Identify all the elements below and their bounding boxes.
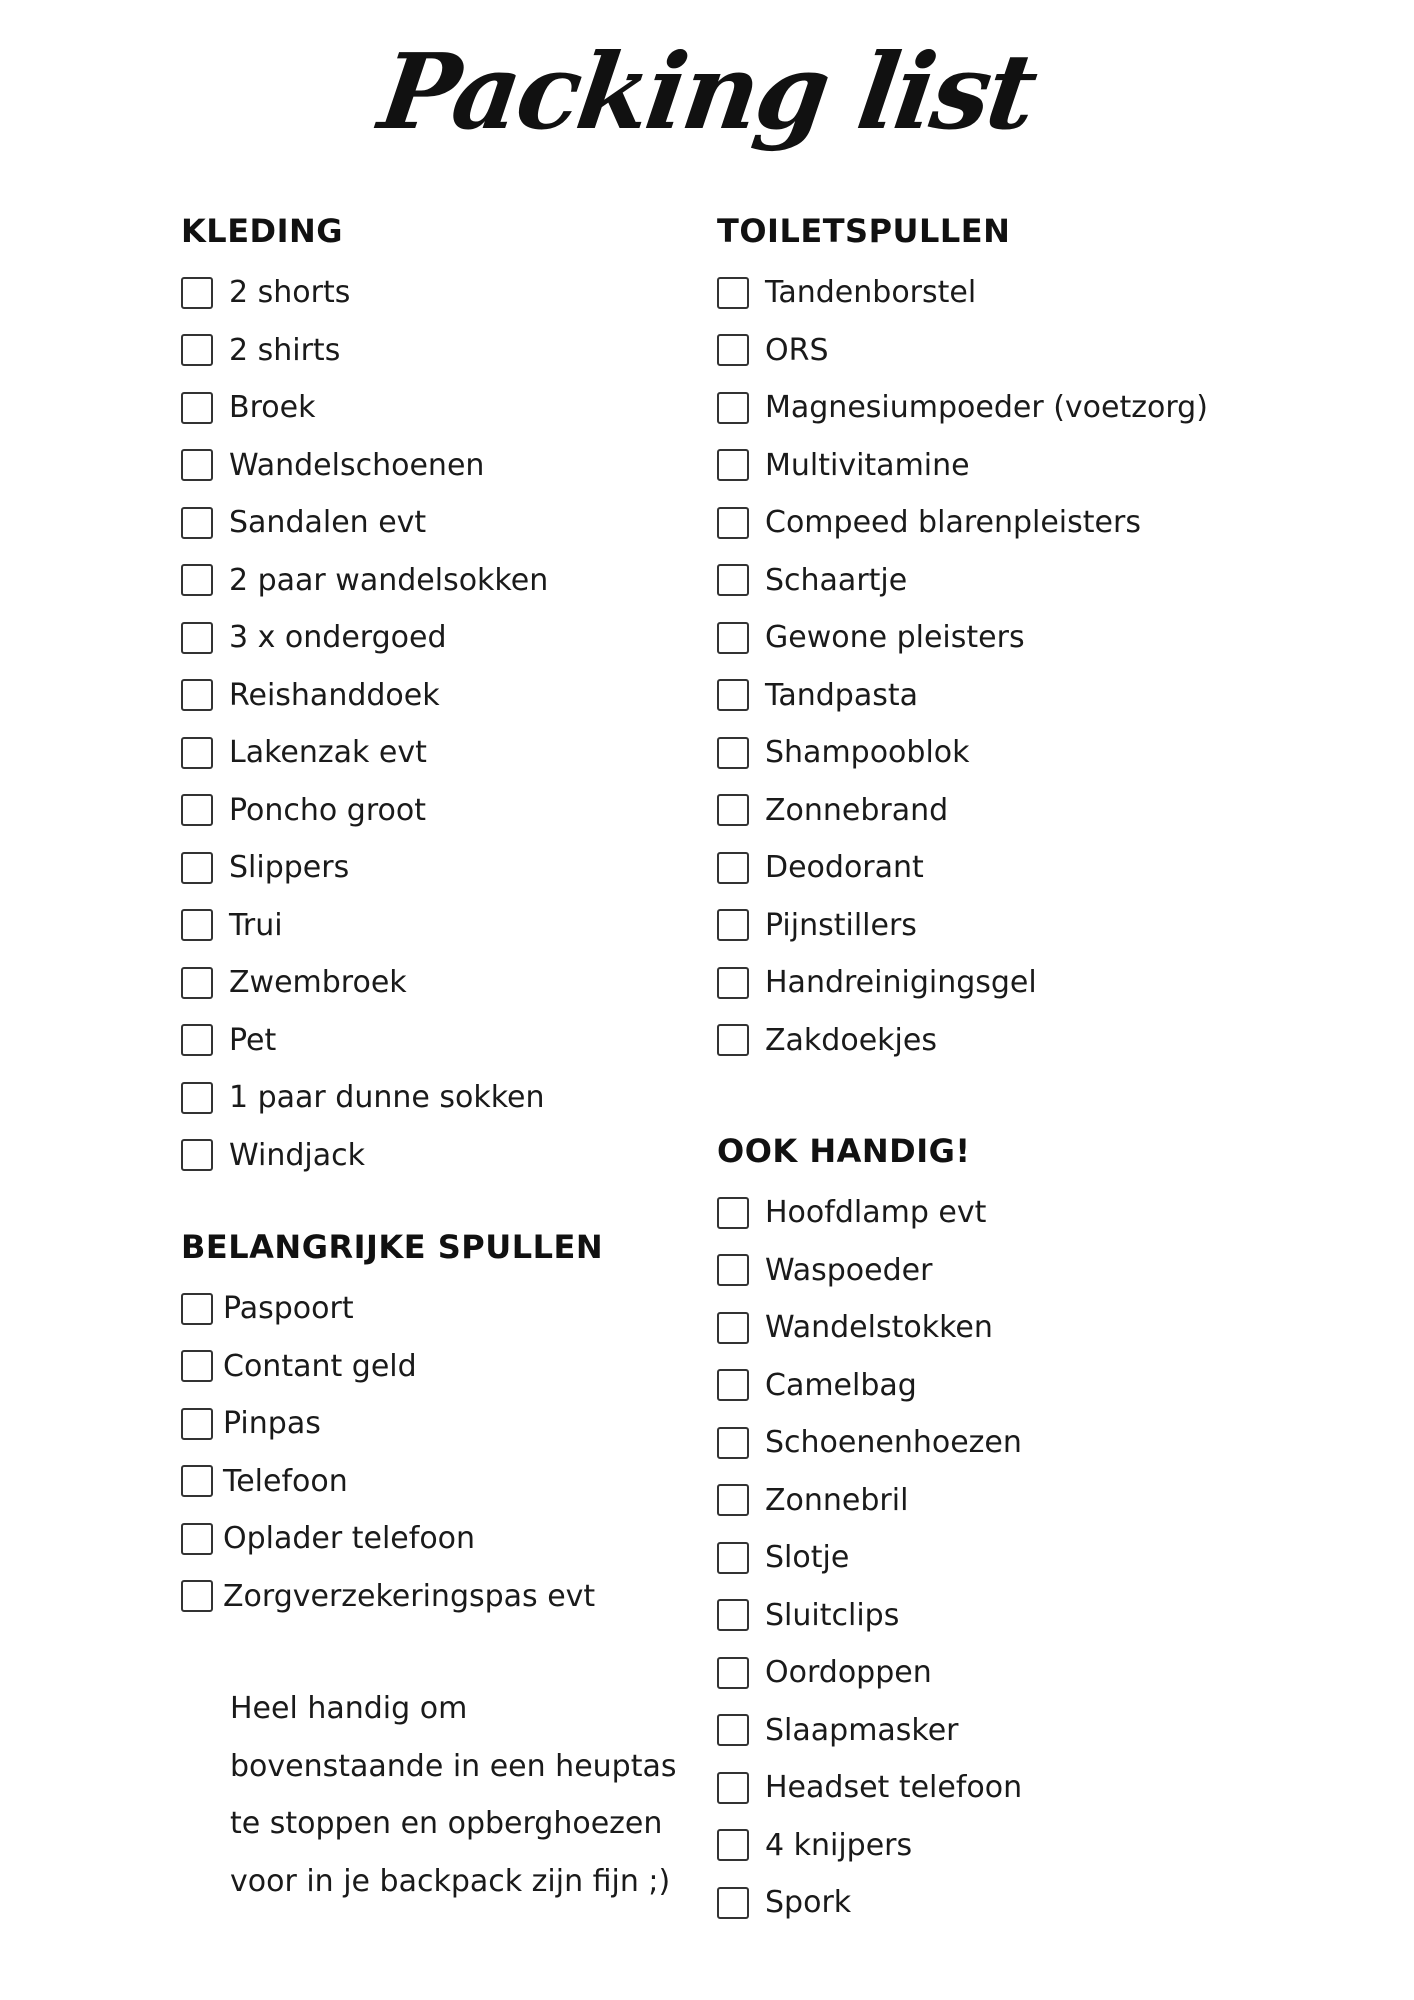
checkbox[interactable] [717, 1887, 749, 1919]
checklist-item-label: 2 shirts [229, 332, 341, 368]
checklist-item [717, 1414, 1022, 1472]
checklist-item [717, 1817, 1022, 1875]
checklist-item-label: Telefoon [223, 1463, 348, 1499]
checkbox[interactable] [181, 1465, 213, 1497]
checklist-item-label: Wandelstokken [765, 1310, 993, 1346]
checklist-item-label: Zwembroek [229, 965, 407, 1001]
checklist-item-label: Magnesiumpoeder (voetzorg) [765, 390, 1208, 426]
checklist-item [717, 954, 1208, 1012]
section-heading-belangrijke-spullen: BELANGRIJKE SPULLEN [181, 1228, 604, 1266]
checklist-item [181, 322, 548, 380]
checkbox[interactable] [181, 392, 213, 424]
checklist-item [717, 1874, 1022, 1932]
checkbox[interactable] [717, 1829, 749, 1861]
checklist-item [181, 437, 548, 495]
section-toiletspullen [717, 208, 1208, 1069]
tip-note-line: bovenstaande in een heuptas [230, 1748, 677, 1784]
checkbox[interactable] [181, 1350, 213, 1382]
checklist-item-label: Zorgverzekeringspas evt [223, 1578, 596, 1614]
checklist-item-label: Sandalen evt [229, 505, 427, 541]
checkbox[interactable] [181, 564, 213, 596]
checkbox[interactable] [181, 1082, 213, 1114]
checklist-item-label: Camelbag [765, 1367, 917, 1403]
checklist-item [181, 1280, 603, 1338]
checklist-item-label: Pet [229, 1022, 277, 1058]
checkbox[interactable] [717, 1599, 749, 1631]
checkbox[interactable] [717, 1714, 749, 1746]
section-belangrijke-spullen [181, 1224, 603, 1625]
checklist-item [181, 1395, 603, 1453]
checklist-item-label: Hoofdlamp evt [765, 1195, 987, 1231]
checklist-item [717, 1702, 1022, 1760]
checkbox[interactable] [717, 1369, 749, 1401]
tip-note-line: voor in je backpack zijn fijn ;) [230, 1863, 671, 1899]
checklist-item-label: Spork [765, 1885, 852, 1921]
checklist-item-label: Windjack [229, 1137, 365, 1173]
checkbox[interactable] [717, 909, 749, 941]
checklist-item-label: Reishanddoek [229, 677, 440, 713]
checklist-item [181, 379, 548, 437]
checklist-ook-handig [717, 1184, 1022, 1932]
checklist-item-label: Shampooblok [765, 735, 970, 771]
tip-note-line: Heel handig om [230, 1691, 468, 1726]
checklist-item [717, 552, 1208, 610]
checkbox[interactable] [717, 1484, 749, 1516]
checklist-item-label: 2 paar wandelsokken [229, 562, 549, 598]
checklist-item [717, 1472, 1022, 1530]
checklist-item-label: 3 x ondergoed [229, 620, 447, 656]
checkbox[interactable] [181, 852, 213, 884]
checkbox[interactable] [181, 909, 213, 941]
checkbox[interactable] [717, 1542, 749, 1574]
checklist-item-label: Sluitclips [765, 1597, 900, 1633]
checklist-item [717, 897, 1208, 955]
tip-note-line: te stoppen en opberghoezen [230, 1806, 663, 1841]
checkbox[interactable] [717, 794, 749, 826]
checkbox[interactable] [717, 277, 749, 309]
checklist-item [181, 1453, 603, 1511]
checklist-item [181, 264, 548, 322]
checklist-item-label: Broek [229, 390, 316, 426]
checkbox[interactable] [181, 1293, 213, 1325]
checklist-item-label: Waspoeder [765, 1252, 933, 1288]
checklist-item-label: Deodorant [765, 850, 924, 886]
section-heading-kleding: KLEDING [181, 212, 344, 250]
checkbox[interactable] [717, 449, 749, 481]
checklist-item [717, 1644, 1022, 1702]
checklist-item-label: Slotje [765, 1540, 850, 1576]
checklist-belangrijke-spullen [181, 1280, 603, 1625]
checklist-item [717, 379, 1208, 437]
checklist-item [717, 1012, 1208, 1070]
checkbox[interactable] [181, 794, 213, 826]
checkbox[interactable] [717, 564, 749, 596]
checklist-item [717, 1299, 1022, 1357]
checklist-item [717, 322, 1208, 380]
checkbox[interactable] [181, 449, 213, 481]
section-heading-ook-handig: OOK HANDIG! [717, 1132, 971, 1170]
checklist-item [181, 609, 548, 667]
checklist-item-label: Tandenborstel [765, 275, 977, 311]
checkbox[interactable] [181, 1580, 213, 1612]
checklist-item [717, 1587, 1022, 1645]
checklist-item-label: Slaapmasker [765, 1712, 959, 1748]
checklist-item [717, 839, 1208, 897]
section-kleding [181, 208, 548, 1184]
checkbox[interactable] [181, 737, 213, 769]
checklist-item [717, 1357, 1022, 1415]
tip-note [230, 1680, 690, 1910]
checkbox[interactable] [717, 392, 749, 424]
checkbox[interactable] [181, 679, 213, 711]
checklist-item [181, 667, 548, 725]
checkbox[interactable] [181, 334, 213, 366]
checkbox[interactable] [717, 737, 749, 769]
checklist-item-label: Slippers [229, 850, 350, 886]
checkbox[interactable] [717, 1657, 749, 1689]
page-title: Packing list [372, 30, 1042, 153]
checklist-item-label: Zakdoekjes [765, 1022, 937, 1058]
checklist-item [717, 1759, 1022, 1817]
checklist-item-label: 4 knijpers [765, 1827, 913, 1863]
checkbox[interactable] [181, 1408, 213, 1440]
checklist-item [181, 494, 548, 552]
checklist-item [717, 1242, 1022, 1300]
checkbox[interactable] [717, 1772, 749, 1804]
checklist-item-label: Lakenzak evt [229, 735, 427, 771]
checklist-item-label: Gewone pleisters [765, 620, 1025, 656]
checkbox[interactable] [181, 1024, 213, 1056]
checkbox[interactable] [717, 1197, 749, 1229]
checklist-item [181, 954, 548, 1012]
checklist-item-label: Poncho groot [229, 792, 426, 828]
checklist-item-label: Compeed blarenpleisters [765, 505, 1141, 541]
checklist-item [181, 724, 548, 782]
checklist-item [717, 437, 1208, 495]
checkbox[interactable] [717, 679, 749, 711]
checklist-item [717, 1184, 1022, 1242]
section-ook-handig [717, 1128, 1022, 1932]
checklist-item [181, 782, 548, 840]
checklist-item-label: Tandpasta [765, 677, 919, 713]
checkbox[interactable] [717, 1254, 749, 1286]
checklist-item-label: Schoenenhoezen [765, 1425, 1022, 1461]
checklist-item [181, 552, 548, 610]
checklist-item [717, 264, 1208, 322]
checklist-item-label: Handreinigingsgel [765, 965, 1037, 1001]
checklist-item [717, 609, 1208, 667]
checklist-item [717, 782, 1208, 840]
checklist-item [717, 724, 1208, 782]
checklist-item-label: Pijnstillers [765, 907, 917, 943]
checklist-item [717, 667, 1208, 725]
checkbox[interactable] [717, 622, 749, 654]
checklist-item-label: Headset telefoon [765, 1770, 1023, 1806]
checkbox[interactable] [181, 622, 213, 654]
checklist-toiletspullen [717, 264, 1208, 1069]
checklist-item [181, 839, 548, 897]
checkbox[interactable] [717, 507, 749, 539]
checkbox[interactable] [717, 1312, 749, 1344]
checkbox[interactable] [181, 1523, 213, 1555]
checklist-item [181, 1069, 548, 1127]
checklist-item [181, 897, 548, 955]
checklist-item [717, 1529, 1022, 1587]
checklist-item-label: Zonnebril [765, 1482, 909, 1518]
checkbox[interactable] [181, 507, 213, 539]
checkbox[interactable] [717, 1427, 749, 1459]
checklist-item-label: Trui [229, 907, 283, 943]
checklist-item-label: Oordoppen [765, 1655, 932, 1691]
checklist-item [181, 1338, 603, 1396]
checkbox[interactable] [181, 277, 213, 309]
checkbox[interactable] [717, 967, 749, 999]
checklist-item-label: 2 shorts [229, 275, 351, 311]
checklist-item [181, 1568, 603, 1626]
checkbox[interactable] [717, 334, 749, 366]
checkbox[interactable] [717, 1024, 749, 1056]
checklist-item-label: Paspoort [223, 1291, 354, 1327]
checkbox[interactable] [181, 1139, 213, 1171]
checklist-item [181, 1012, 548, 1070]
checklist-item-label: Schaartje [765, 562, 908, 598]
checklist-kleding [181, 264, 548, 1184]
checklist-item-label: 1 paar dunne sokken [229, 1080, 545, 1116]
checklist-item [181, 1510, 603, 1568]
checklist-item-label: Contant geld [223, 1348, 417, 1384]
checkbox[interactable] [181, 967, 213, 999]
checklist-item-label: ORS [765, 332, 829, 368]
checklist-item-label: Multivitamine [765, 447, 970, 483]
checklist-item [181, 1127, 548, 1185]
checklist-item-label: Oplader telefoon [223, 1521, 476, 1557]
section-heading-toiletspullen: TOILETSPULLEN [717, 212, 1011, 250]
checklist-item-label: Wandelschoenen [229, 447, 485, 483]
checklist-item [717, 494, 1208, 552]
checklist-item-label: Pinpas [223, 1406, 321, 1442]
checklist-item-label: Zonnebrand [765, 792, 949, 828]
checkbox[interactable] [717, 852, 749, 884]
